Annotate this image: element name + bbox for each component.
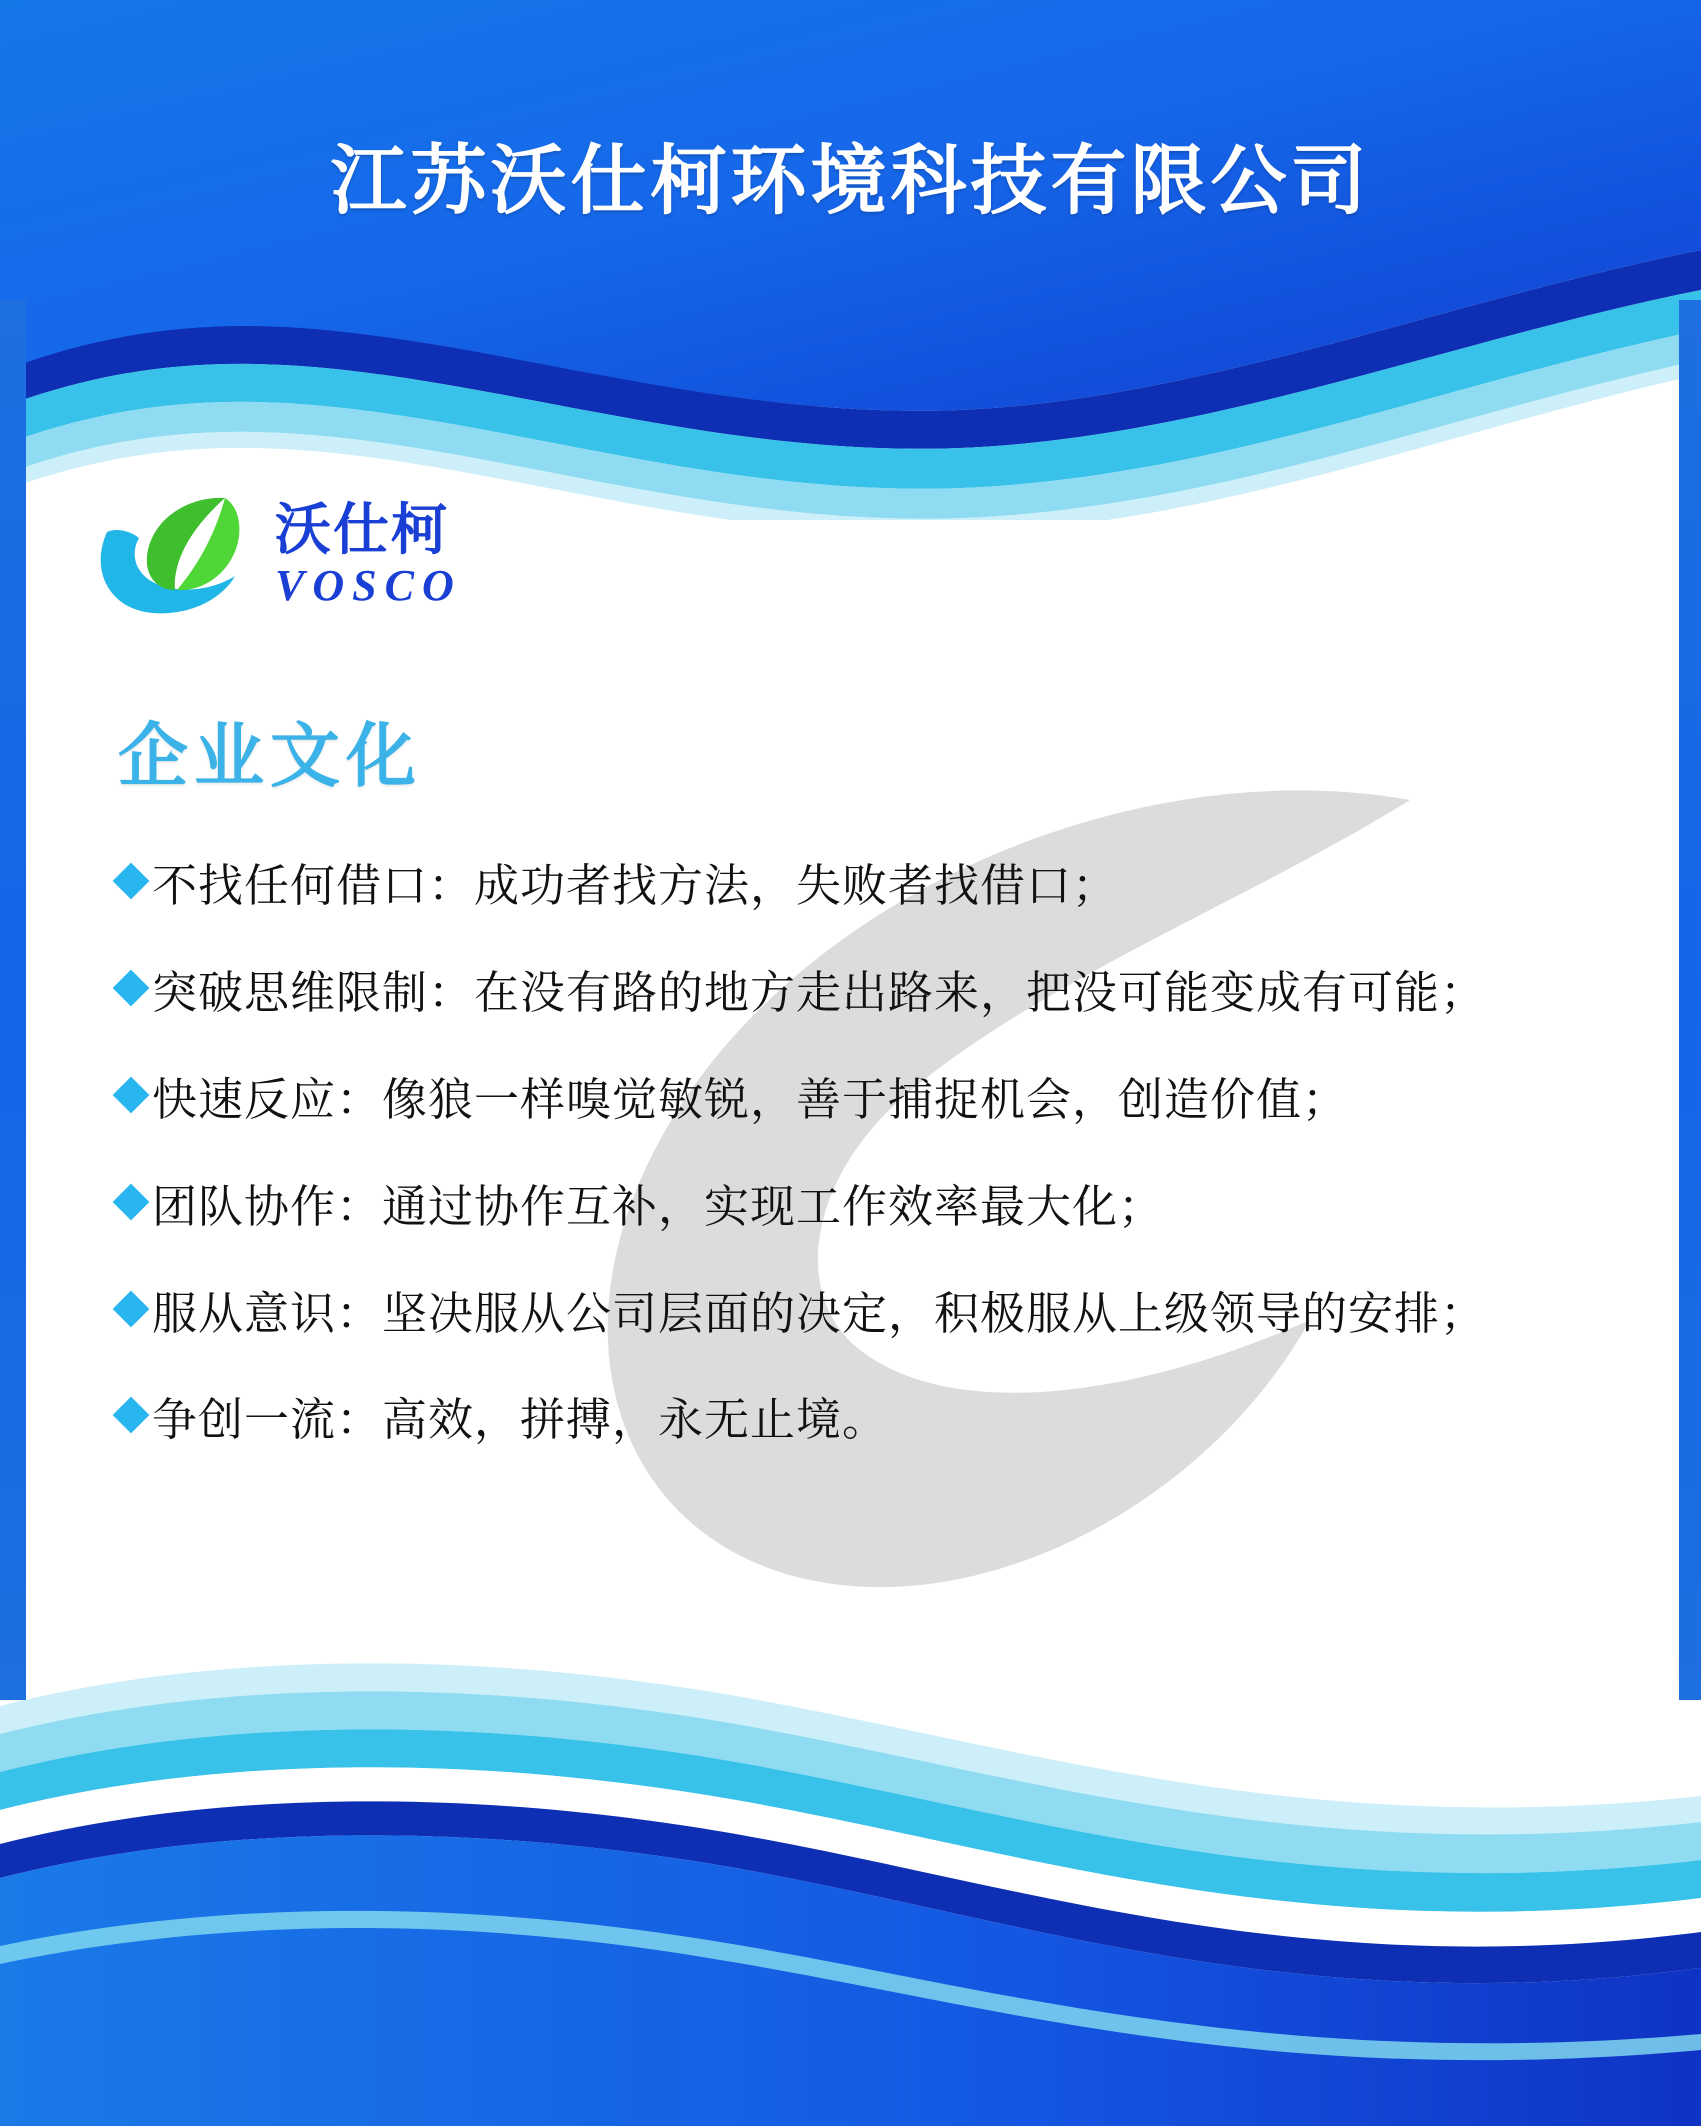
list-item [118, 1171, 1578, 1244]
diamond-bullet-icon [113, 970, 150, 1007]
brand-name-cn: 沃仕柯 [275, 498, 449, 561]
brand-logo [95, 480, 462, 630]
list-item-text: 争创一流：高效，拼搏，永无止境。 [152, 1394, 889, 1446]
leaf-wave-logo-icon [95, 480, 265, 630]
right-blue-edge [1679, 300, 1701, 1700]
list-item [118, 1064, 1578, 1137]
culture-list [118, 850, 1578, 1491]
diamond-bullet-icon [113, 1290, 150, 1327]
diamond-bullet-icon [113, 1076, 150, 1113]
list-item-text: 快速反应：像狼一样嗅觉敏锐，善于捕捉机会，创造价值； [152, 1073, 1349, 1125]
section-heading: 企业文化 [118, 717, 422, 795]
diamond-bullet-icon [113, 1183, 150, 1220]
footer-wave-band [0, 1646, 1701, 2126]
list-item-text: 不找任何借口：成功者找方法，失败者找借口； [152, 860, 1119, 911]
brand-name-en: VOSCO [275, 561, 462, 610]
list-item [118, 850, 1578, 923]
brand-logo-text [275, 498, 462, 610]
list-item-text: 团队协作：通过协作互补，实现工作效率最大化； [152, 1180, 1165, 1232]
list-item [118, 1278, 1578, 1351]
list-item [118, 1384, 1578, 1457]
header-wave-band [0, 0, 1701, 520]
list-item-text: 服从意识：坚决服从公司层面的决定，积极服从上级领导的安排； [152, 1287, 1487, 1339]
diamond-bullet-icon [113, 863, 150, 900]
page-title: 江苏沃仕柯环境科技有限公司 [330, 139, 1371, 224]
left-blue-edge [0, 300, 26, 1700]
list-item-text: 突破思维限制：在没有路的地方走出路来，把没可能变成有可能； [152, 966, 1487, 1018]
list-item [118, 957, 1578, 1030]
diamond-bullet-icon [113, 1397, 150, 1434]
